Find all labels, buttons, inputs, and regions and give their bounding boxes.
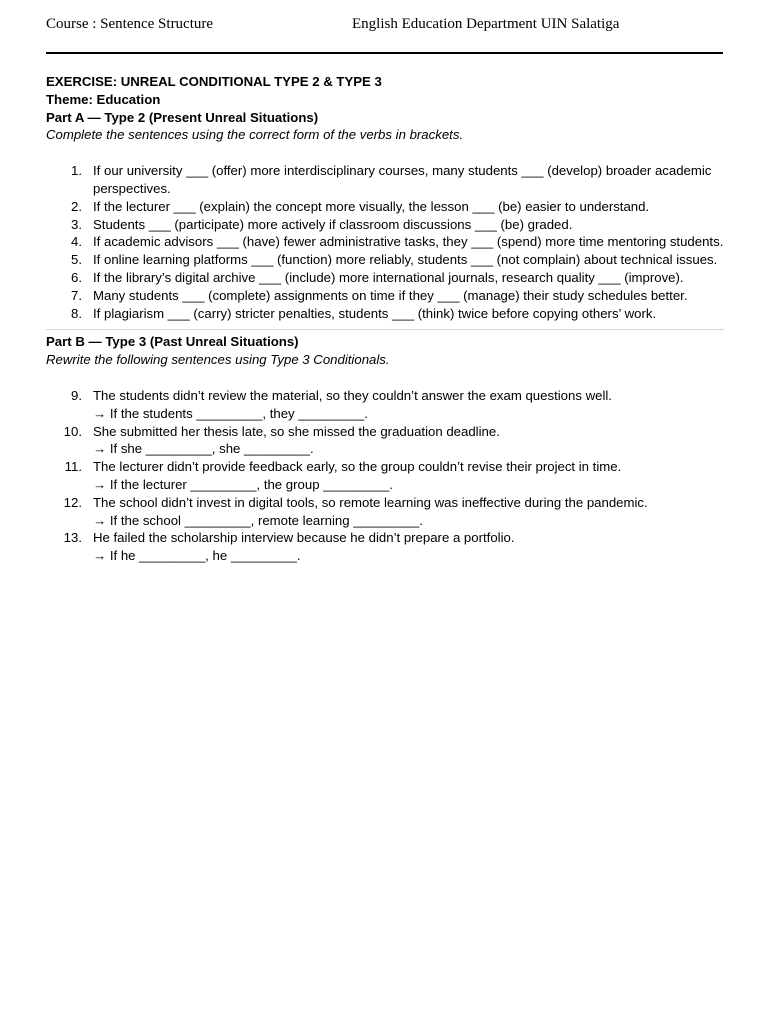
worksheet-body bbox=[46, 73, 724, 565]
item-text: If academic advisors ___ (have) fewer administrative tasks, they ___ (spend) more time mentoring students. bbox=[93, 234, 724, 250]
item-number: 6. bbox=[71, 269, 82, 285]
answer-line: → If the lecturer _________, the group _________. bbox=[93, 476, 393, 492]
section-divider bbox=[46, 329, 724, 330]
list-item bbox=[46, 162, 724, 198]
department-label: English Education Department UIN Salatiga bbox=[352, 16, 620, 32]
item-text: If our university ___ (offer) more interdisciplinary courses, many students ___ (develop) broader academic perspectives. bbox=[93, 163, 712, 196]
course-label: Course : Sentence Structure bbox=[46, 16, 214, 32]
list-item bbox=[46, 269, 724, 287]
list-item bbox=[46, 387, 724, 423]
item-number: 8. bbox=[71, 305, 82, 321]
exercise-title: EXERCISE: UNREAL CONDITIONAL TYPE 2 & TYPE 3 bbox=[46, 74, 382, 89]
item-text: He failed the scholarship interview because he didn’t prepare a portfolio. bbox=[93, 530, 515, 546]
header-divider bbox=[46, 52, 723, 54]
item-number: 10. bbox=[63, 423, 82, 439]
item-number: 9. bbox=[71, 387, 82, 403]
list-item bbox=[46, 233, 724, 251]
page-header bbox=[46, 16, 722, 36]
item-number: 5. bbox=[71, 252, 82, 268]
part-a-heading: Part A — Type 2 (Present Unreal Situations) bbox=[46, 109, 319, 125]
item-text: If plagiarism ___ (carry) stricter penalties, students ___ (think) twice before copying others’ work. bbox=[93, 305, 657, 321]
list-item bbox=[46, 251, 724, 269]
list-item bbox=[46, 494, 724, 530]
item-number: 7. bbox=[71, 287, 82, 303]
part-b-heading: Part B — Type 3 (Past Unreal Situations) bbox=[46, 334, 299, 350]
list-item bbox=[46, 305, 724, 323]
part-a-list bbox=[46, 162, 724, 322]
item-text: The school didn’t invest in digital tools, so remote learning was ineffective during the pandemic. bbox=[93, 494, 648, 510]
part-b-instruction: Rewrite the following sentences using Type 3 Conditionals. bbox=[46, 352, 390, 368]
item-text: The lecturer didn’t provide feedback early, so the group couldn’t revise their project in time. bbox=[93, 459, 622, 475]
part-b-list bbox=[46, 387, 724, 565]
item-number: 3. bbox=[71, 216, 82, 232]
exercise-theme: Theme: Education bbox=[46, 91, 161, 107]
item-number: 13. bbox=[63, 530, 82, 546]
list-item bbox=[46, 198, 724, 216]
answer-line: → If she _________, she _________. bbox=[93, 441, 314, 457]
list-item bbox=[46, 529, 724, 565]
item-text: If online learning platforms ___ (function) more reliably, students ___ (not complain) about technical issues. bbox=[93, 252, 718, 268]
item-text: If the lecturer ___ (explain) the concept more visually, the lesson ___ (be) easier to understand. bbox=[93, 198, 650, 214]
item-number: 2. bbox=[71, 198, 82, 214]
item-text: Students ___ (participate) more actively if classroom discussions ___ (be) graded. bbox=[93, 216, 573, 232]
item-number: 12. bbox=[63, 494, 82, 510]
list-item bbox=[46, 216, 724, 234]
answer-line: → If he _________, he _________. bbox=[93, 548, 301, 564]
item-text: She submitted her thesis late, so she missed the graduation deadline. bbox=[93, 423, 500, 439]
item-text: Many students ___ (complete) assignments on time if they ___ (manage) their study schedules better. bbox=[93, 287, 688, 303]
item-number: 4. bbox=[71, 234, 82, 250]
answer-line: → If the students _________, they _________. bbox=[93, 405, 368, 421]
item-number: 1. bbox=[71, 163, 82, 179]
item-number: 11. bbox=[64, 459, 82, 475]
item-text: If the library’s digital archive ___ (include) more international journals, research quality ___ (improve). bbox=[93, 269, 684, 285]
list-item bbox=[46, 458, 724, 494]
item-text: The students didn’t review the material, so they couldn’t answer the exam questions well. bbox=[93, 387, 612, 403]
answer-line: → If the school _________, remote learning _________. bbox=[93, 512, 423, 528]
list-item bbox=[46, 423, 724, 459]
part-a-instruction: Complete the sentences using the correct form of the verbs in brackets. bbox=[46, 127, 464, 143]
list-item bbox=[46, 287, 724, 305]
